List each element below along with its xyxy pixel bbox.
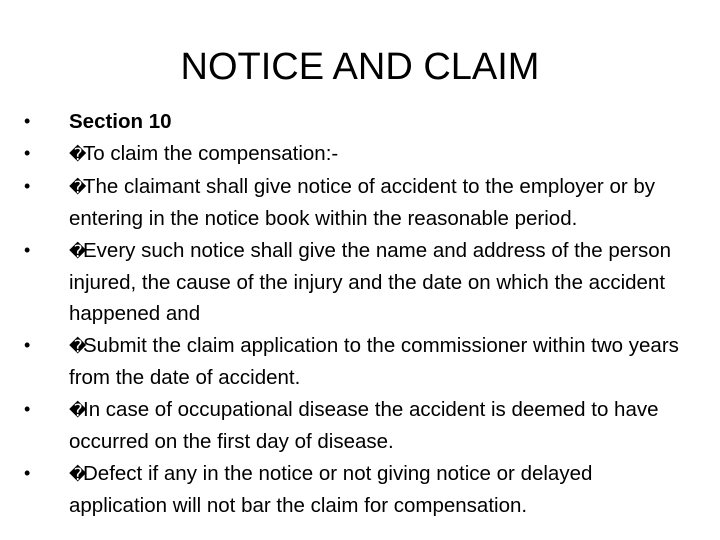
replacement-glyph-icon: � [69,178,87,197]
bullet-list [24,106,694,522]
bullet-text: Every such notice shall give the name and address of the person injured, the cause of the injury and the date on which the accident happened and [69,239,672,325]
replacement-glyph-icon: � [69,145,87,164]
bullet-item [24,394,694,457]
bullet-text: In case of occupational disease the accident is deemed to have occurred on the first day of disease. [69,398,659,453]
bullet-item [24,458,694,521]
bullet-item [24,235,694,329]
bullet-section-heading [24,106,694,137]
bullet-dot-icon: • [24,176,31,196]
bullet-dot-icon: • [24,111,31,131]
bullet-dot-icon: • [24,335,31,355]
bullet-item [24,171,694,234]
bullet-dot-icon: • [24,399,31,419]
bullet-item [24,138,694,170]
bullet-dot-icon: • [24,463,31,483]
slide-title: NOTICE AND CLAIM [180,46,540,88]
bullet-dot-icon: • [24,143,31,163]
replacement-glyph-icon: � [69,242,87,261]
replacement-glyph-icon: � [69,465,87,484]
bullet-text: Section 10 [69,110,172,133]
bullet-text: Defect if any in the notice or not giving notice or delayed application will not bar the claim for compensation. [69,462,593,517]
replacement-glyph-icon: � [69,401,87,420]
bullet-dot-icon: • [24,240,31,260]
bullet-item [24,330,694,393]
replacement-glyph-icon: � [69,337,87,356]
bullet-text: To claim the compensation:- [83,142,339,165]
bullet-text: Submit the claim application to the commissioner within two years from the date of accident. [69,334,679,389]
bullet-text: The claimant shall give notice of accident to the employer or by entering in the notice book within the reasonable period. [69,175,656,230]
